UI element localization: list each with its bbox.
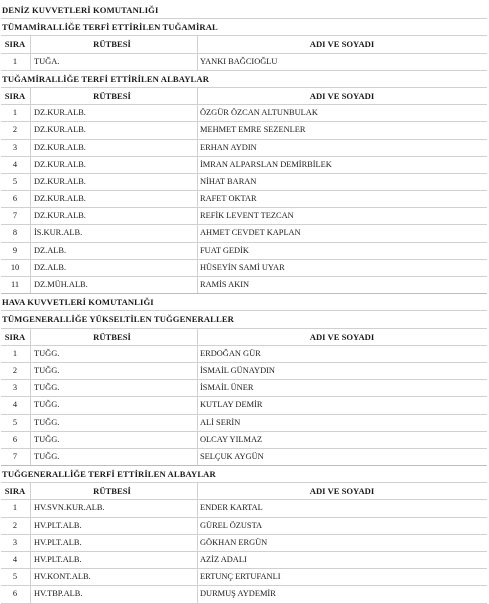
row-name: YANKI BAĞCIOĞLU (200, 56, 278, 66)
row-rank: TUĞG. (34, 451, 60, 461)
row-name: FUAT GEDİK (200, 245, 249, 255)
group-heading (1, 311, 487, 328)
row-number: 2 (12, 125, 18, 135)
row-number: 7 (12, 211, 18, 221)
row-number: 9 (12, 245, 18, 255)
column-header-row (1, 36, 487, 53)
row-name: ERTUNÇ ERTUFANLI (200, 572, 281, 582)
group-title: TUĞGENERALLİĞE TERFİ ETTİRİLEN ALBAYLAR (2, 469, 216, 480)
table-row (1, 174, 487, 191)
column-header-rank: RÜTBESİ (93, 90, 131, 101)
group-heading (1, 19, 487, 36)
row-name: AHMET CEVDET KAPLAN (200, 228, 301, 238)
table-row (1, 140, 487, 157)
row-rank: TUĞG. (34, 365, 60, 375)
row-name: ALİ SERİN (200, 417, 241, 427)
row-number: 1 (12, 56, 18, 66)
row-rank: DZ.ALB. (34, 262, 67, 272)
row-name: ENDER KARTAL (200, 503, 263, 513)
row-rank: DZ.KUR.ALB. (34, 194, 86, 204)
table-row (1, 277, 487, 294)
row-rank: TUĞG. (34, 417, 60, 427)
group-title: TÜMGENERALLİĞE YÜKSELTİLEN TUĞGENERALLER (2, 314, 234, 325)
row-rank: TUĞG. (34, 434, 60, 444)
column-header-no: SIRA (4, 90, 26, 101)
table-row (1, 500, 487, 517)
column-header-no: SIRA (4, 331, 26, 342)
row-rank: DZ.KUR.ALB. (34, 176, 86, 186)
table-row (1, 363, 487, 380)
row-number: 1 (12, 108, 18, 118)
row-name: KUTLAY DEMİR (200, 400, 263, 410)
command-heading (1, 294, 487, 311)
row-name: GÜREL ÖZUSTA (200, 520, 263, 530)
table-row (1, 157, 487, 174)
row-name: NİHAT BARAN (200, 176, 257, 186)
row-name: İSMAİL ÜNER (200, 383, 254, 393)
table-row (1, 208, 487, 225)
row-rank: HV.KONT.ALB. (34, 572, 91, 582)
table-row (1, 432, 487, 449)
row-name: MEHMET EMRE SEZENLER (200, 125, 306, 135)
table-row (1, 397, 487, 414)
table-row (1, 105, 487, 122)
table-row (1, 122, 487, 139)
row-number: 6 (12, 589, 18, 599)
row-name: HÜSEYİN SAMİ UYAR (200, 262, 285, 272)
row-number: 10 (10, 262, 20, 272)
row-rank: TUĞA. (34, 56, 60, 66)
row-name: RAFET OKTAR (200, 194, 257, 204)
row-name: ERDOĞAN GÜR (200, 348, 261, 358)
column-header-rank: RÜTBESİ (93, 39, 131, 50)
column-header-rank: RÜTBESİ (93, 331, 131, 342)
row-name: İSMAİL GÜNAYDIN (200, 365, 275, 375)
row-name: ÖZGÜR ÖZCAN ALTUNBULAK (200, 108, 318, 118)
row-name: İMRAN ALPARSLAN DEMİRBİLEK (200, 159, 332, 169)
column-header-name: ADI VE SOYADI (309, 486, 375, 497)
row-number: 1 (12, 348, 18, 358)
column-header-row (1, 329, 487, 346)
row-number: 3 (12, 142, 18, 152)
row-rank: TUĞG. (34, 383, 60, 393)
row-number: 6 (12, 194, 18, 204)
table-row (1, 225, 487, 242)
row-rank: DZ.ALB. (34, 245, 67, 255)
row-rank: DZ.KUR.ALB. (34, 211, 86, 221)
row-number: 7 (12, 451, 18, 461)
table-row (1, 380, 487, 397)
table-row (1, 449, 487, 466)
row-name: SELÇUK AYGÜN (200, 451, 264, 461)
table-row (1, 54, 487, 71)
column-header-rank: RÜTBESİ (93, 486, 131, 497)
row-number: 5 (12, 572, 18, 582)
row-rank: HV.SVN.KUR.ALB. (34, 503, 105, 513)
row-number: 11 (10, 280, 20, 289)
row-name: REFİK LEVENT TEZCAN (200, 211, 294, 221)
row-rank: DZ.KUR.ALB. (34, 142, 86, 152)
column-header-row (1, 88, 487, 105)
column-header-name: ADI VE SOYADI (309, 331, 375, 342)
table-row (1, 415, 487, 432)
column-header-name: ADI VE SOYADI (309, 90, 375, 101)
row-rank: DZ.MÜH.ALB. (34, 280, 88, 289)
command-title: DENİZ KUVVETLERİ KOMUTANLIĞI (2, 5, 159, 15)
row-number: 5 (12, 417, 18, 427)
row-name: DURMUŞ AYDEMİR (200, 589, 276, 599)
row-number: 3 (12, 537, 18, 547)
row-number: 3 (12, 383, 18, 393)
row-number: 2 (12, 520, 18, 530)
row-rank: HV.PLT.ALB. (34, 555, 82, 564)
table-row (1, 191, 487, 208)
row-name: RAMİS AKIN (200, 280, 250, 289)
row-rank: TUĞG. (34, 348, 60, 358)
row-name: OLCAY YILMAZ (200, 434, 263, 444)
group-title: TUĞAMİRALLİĞE TERFİ ETTİRİLEN ALBAYLAR (2, 73, 209, 84)
row-rank: DZ.KUR.ALB. (34, 125, 86, 135)
group-title: TÜMAMİRALLİĞE TERFİ ETTİRİLEN TUĞAMİRAL (2, 22, 218, 33)
command-heading (1, 2, 487, 19)
row-rank: TUĞG. (34, 400, 60, 410)
row-number: 4 (12, 400, 18, 410)
row-rank: DZ.KUR.ALB. (34, 159, 86, 169)
row-number: 6 (12, 434, 18, 444)
row-number: 4 (12, 159, 18, 169)
command-title: HAVA KUVVETLERİ KOMUTANLIĞI (2, 297, 154, 308)
row-rank: HV.TBP.ALB. (34, 589, 83, 599)
row-number: 1 (12, 503, 18, 513)
table-row (1, 552, 487, 569)
column-header-name: ADI VE SOYADI (309, 39, 375, 50)
row-rank: HV.PLT.ALB. (34, 537, 82, 547)
group-heading (1, 466, 487, 483)
table-row (1, 346, 487, 363)
row-name: ERHAN AYDIN (200, 142, 257, 152)
row-number: 4 (12, 555, 18, 564)
table-row (1, 518, 487, 535)
column-header-row (1, 483, 487, 500)
row-name: AZİZ ADALI (200, 555, 247, 564)
row-name: GÖKHAN ERGÜN (200, 537, 268, 547)
row-number: 5 (12, 176, 18, 186)
table-row (1, 535, 487, 552)
row-number: 8 (12, 228, 18, 238)
row-rank: HV.PLT.ALB. (34, 520, 82, 530)
row-number: 2 (12, 365, 18, 375)
column-header-no: SIRA (4, 39, 26, 50)
promotion-list-document (1, 2, 487, 604)
row-rank: DZ.KUR.ALB. (34, 108, 86, 118)
table-row (1, 260, 487, 277)
table-row (1, 586, 487, 603)
group-heading (1, 71, 487, 88)
column-header-no: SIRA (4, 486, 26, 497)
table-row (1, 243, 487, 260)
row-rank: İS.KUR.ALB. (34, 228, 83, 238)
